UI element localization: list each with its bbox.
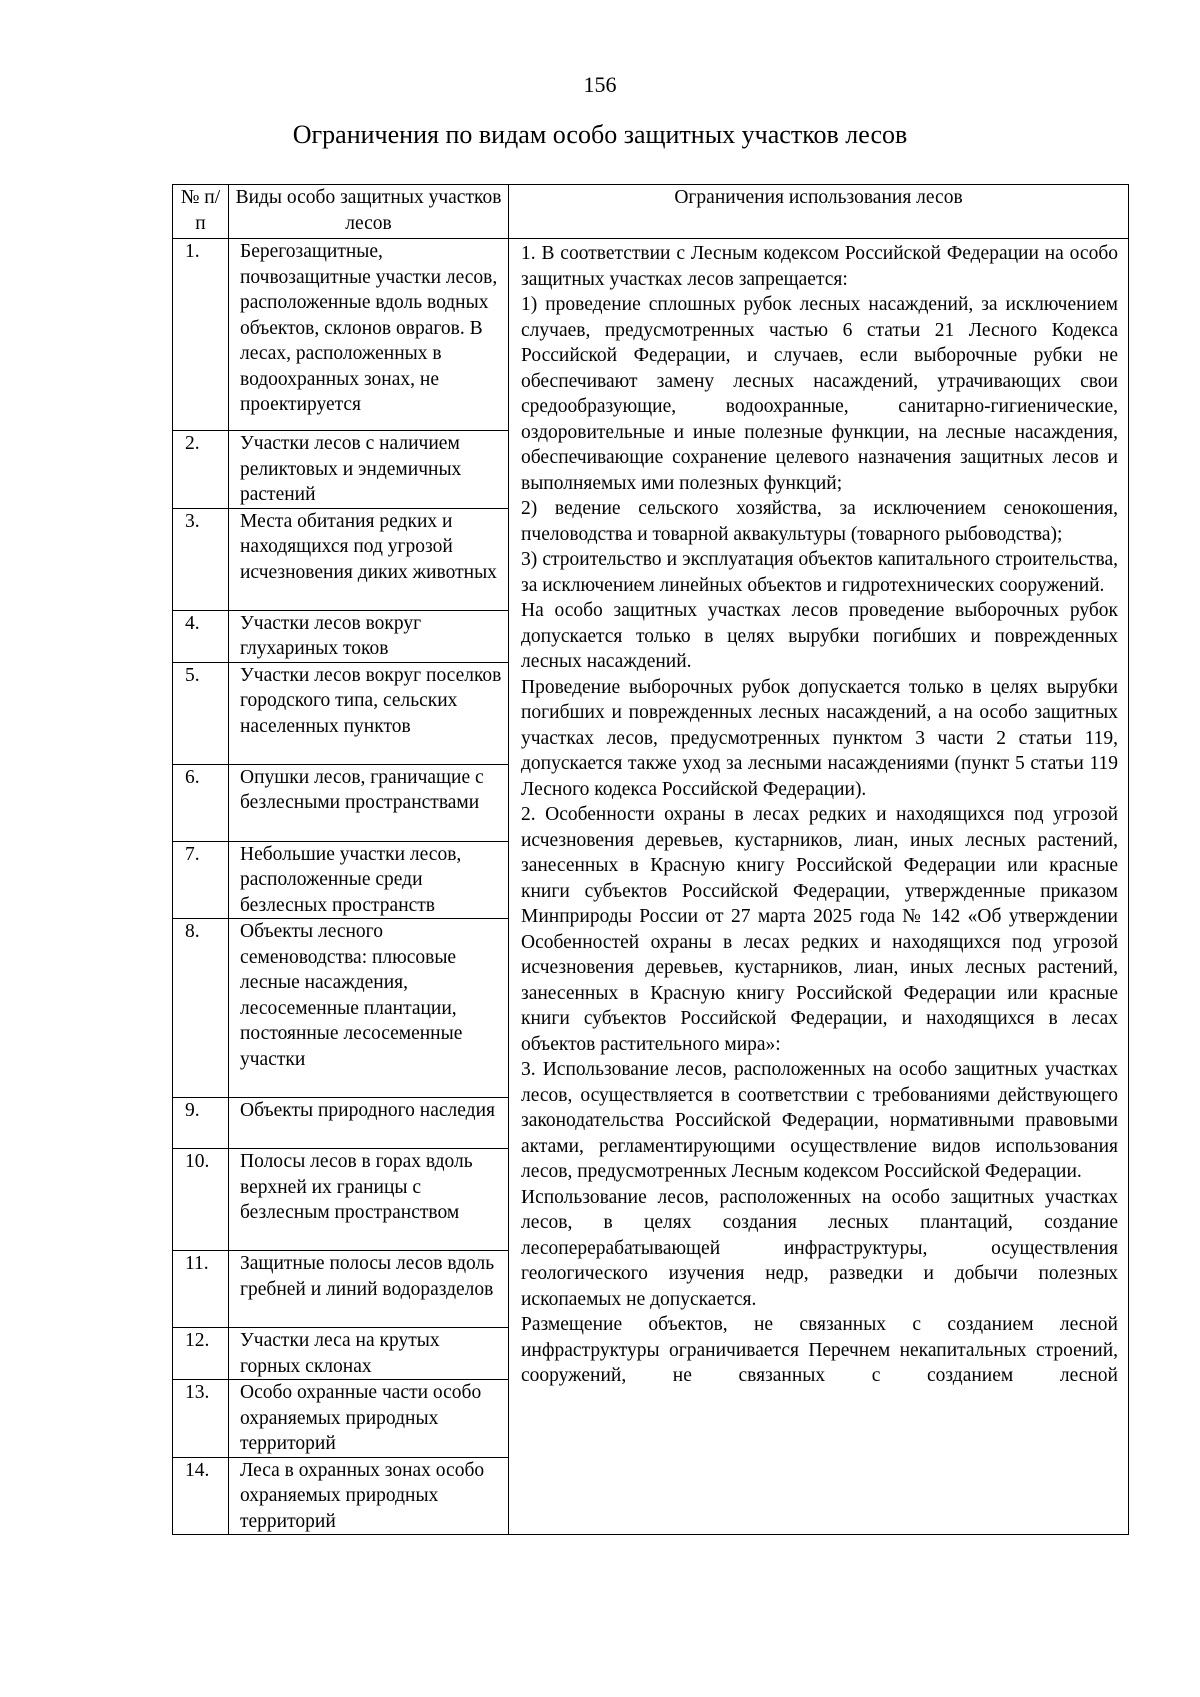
row-number: 8. — [173, 919, 229, 1098]
restriction-paragraph: 2) ведение сельского хозяйства, за исключением сенокошения, пчеловодства и товарной аквакультуры (товарного рыбоводства); — [521, 498, 1118, 545]
table-body — [173, 239, 1129, 1535]
restriction-paragraph: 2. Особенности охраны в лесах редких и находящихся под угрозой исчезновения деревьев, кустарников, лиан, иных лесных растений, занесенных в Красную книгу Российской Федерации или красные книги субъектов Российской Федерации, утвержденные приказом Минприроды России от 27 марта 2025 года № 142 «Об утверждении Особенностей охраны в лесах редких и находящихся под угрозой исчезновения деревьев, кустарников, лиан, иных лесных растений, занесенных в Красную книгу Российской Федерации или красные книги субъектов Российской Федерации, и находящихся в лесах объектов растительного мира»: — [521, 804, 1118, 1055]
restriction-paragraph: 1) проведение сплошных рубок лесных насаждений, за исключением случаев, предусмотренных частью 6 статьи 21 Лесного Кодекса Российской Федерации, и случаев, если выборочные рубки не обеспечивают замену лесных насаждений, утрачивающих свои средообразующие, водоохранные, санитарно-гигиенические, оздоровительные и иные полезные функции, на лесные насаждения, обеспечивающие сохранение целевого назначения защитных лесов и выполняемых ими полезных функций; — [521, 294, 1118, 494]
row-type: Полосы лесов в горах вдоль верхней их границы с безлесным пространством — [229, 1149, 509, 1251]
row-number: 6. — [173, 764, 229, 841]
row-type: Объекты природного наследия — [229, 1098, 509, 1149]
row-number: 13. — [173, 1380, 229, 1458]
row-number: 1. — [173, 239, 229, 431]
page-title: Ограничения по видам особо защитных участков лесов — [292, 120, 908, 149]
row-type: Особо охранные части особо охраняемых природных территорий — [229, 1380, 509, 1458]
row-type: Участки леса на крутых горных склонах — [229, 1328, 509, 1380]
row-number: 10. — [173, 1149, 229, 1251]
row-type: Объекты лесного семеноводства: плюсовые лесные насаждения, лесосеменные плантации, постоянные лесосеменные участки — [229, 919, 509, 1098]
restriction-paragraph: На особо защитных участках лесов проведение выборочных рубок допускается только в целях вырубки погибших и поврежденных лесных насаждений. — [521, 600, 1118, 672]
row-type: Небольшие участки лесов, расположенные среди безлесных пространств — [229, 841, 509, 919]
header-type: Виды особо защитных участков лесов — [229, 185, 509, 239]
row-number: 11. — [173, 1251, 229, 1328]
restriction-paragraph: 1. В соответствии с Лесным кодексом Российской Федерации на особо защитных участках лесов запрещается: — [521, 243, 1118, 290]
row-type: Участки лесов вокруг глухариных токов — [229, 610, 509, 662]
restriction-paragraph: Размещение объектов, не связанных с созданием лесной инфраструктуры ограничивается Перечнем некапитальных строений, сооружений, не связанных с созданием лесной — [521, 1314, 1118, 1386]
table-header — [173, 185, 1129, 239]
row-number: 3. — [173, 508, 229, 610]
row-number: 2. — [173, 431, 229, 509]
header-restrictions: Ограничения использования лесов — [509, 185, 1129, 239]
row-type: Леса в охранных зонах особо охраняемых природных территорий — [229, 1457, 509, 1535]
table-row — [173, 239, 1129, 431]
row-type: Участки лесов с наличием реликтовых и эндемичных растений — [229, 431, 509, 509]
header-num: № п/п — [173, 185, 229, 239]
forest-restrictions-table — [172, 184, 1129, 1535]
row-number: 14. — [173, 1457, 229, 1535]
restriction-paragraph: Проведение выборочных рубок допускается только в целях вырубки погибших и поврежденных лесных насаждений, а на особо защитных участках лесов, предусмотренных пунктом 3 части 2 статьи 119, допускается также уход за лесными насаждениями (пункт 5 статьи 119 Лесного кодекса Российской Федерации). — [521, 676, 1118, 800]
row-number: 4. — [173, 610, 229, 662]
row-number: 7. — [173, 841, 229, 919]
row-type: Участки лесов вокруг поселков городского типа, сельских населенных пунктов — [229, 662, 509, 764]
row-number: 5. — [173, 662, 229, 764]
restriction-paragraph: 3) строительство и эксплуатация объектов капитального строительства, за исключением линейных объектов и гидротехнических сооружений. — [521, 549, 1118, 596]
restriction-paragraph: Использование лесов, расположенных на особо защитных участках лесов, в целях создания лесных плантаций, создание лесоперерабатывающей инфраструктуры, осуществления геологического изучения недр, разведки и добычи полезных ископаемых не допускается. — [521, 1186, 1118, 1310]
row-type: Берегозащитные, почвозащитные участки лесов, расположенные вдоль водных объектов, склонов оврагов. В лесах, расположенных в водоохранных зонах, не проектируется — [229, 239, 509, 431]
row-type: Опушки лесов, граничащие с безлесными пространствами — [229, 764, 509, 841]
restriction-paragraph: 3. Использование лесов, расположенных на особо защитных участках лесов, осуществляется в соответствии с требованиями действующего законодательства Российской Федерации, нормативными правовыми актами, регламентирующими осуществление видов использования лесов, предусмотренных Лесным кодексом Российской Федерации. — [521, 1059, 1118, 1182]
restrictions-cell — [509, 239, 1129, 1535]
row-type: Защитные полосы лесов вдоль гребней и линий водоразделов — [229, 1251, 509, 1328]
row-number: 9. — [173, 1098, 229, 1149]
row-number: 12. — [173, 1328, 229, 1380]
table-header-row — [173, 185, 1129, 239]
page-number: 156 — [583, 72, 617, 97]
row-type: Места обитания редких и находящихся под угрозой исчезновения диких животных — [229, 508, 509, 610]
